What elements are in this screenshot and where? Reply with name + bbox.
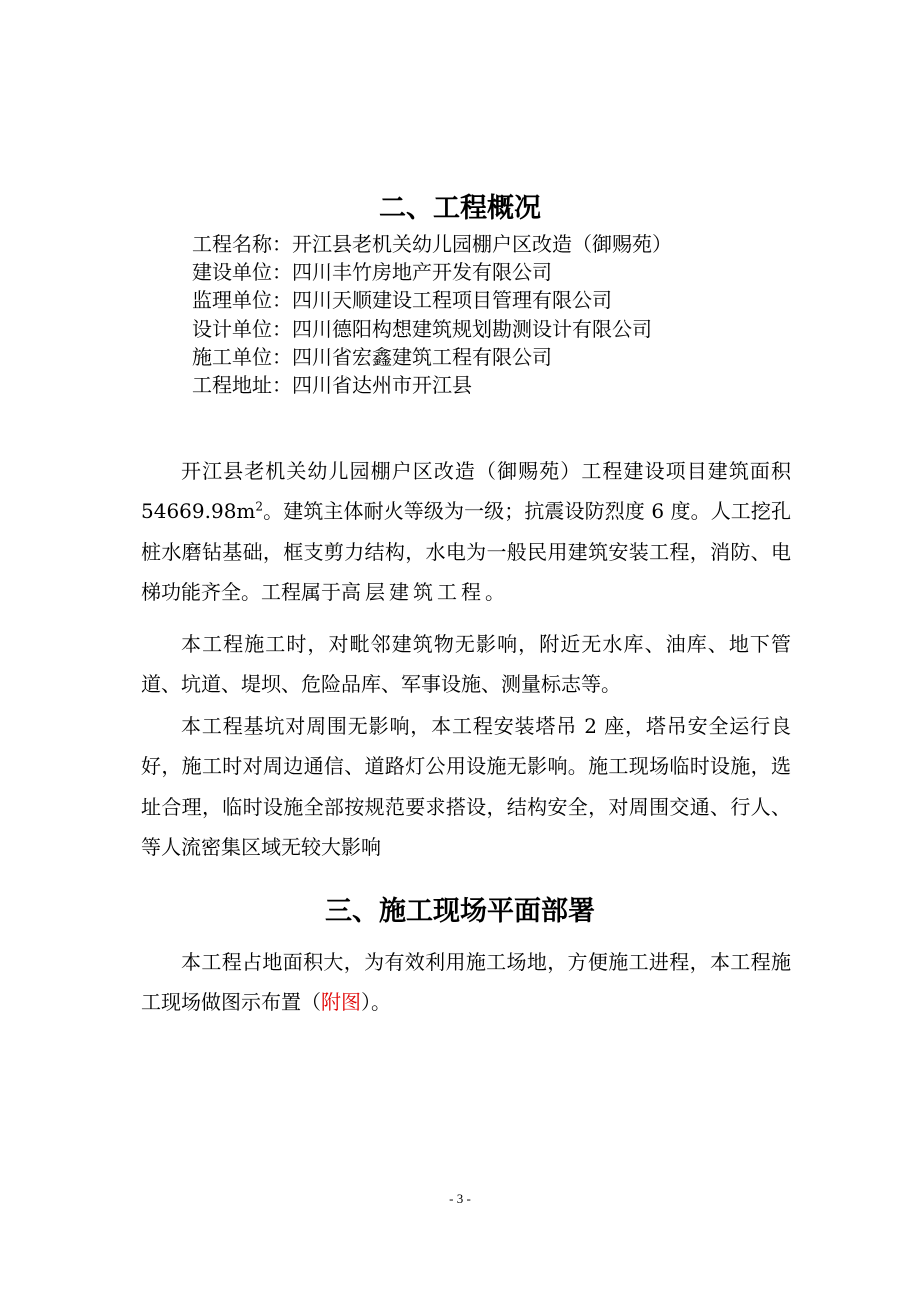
section-heading-site-layout: 三、施工现场平面部署 xyxy=(325,896,595,927)
info-row-address xyxy=(192,371,672,399)
superscript: 2 xyxy=(255,499,264,514)
info-value: 四川天顺建设工程项目管理有限公司 xyxy=(292,288,612,313)
info-row-contractor xyxy=(192,343,672,371)
info-row-supervisor xyxy=(192,286,672,314)
paragraph-text: ）。 xyxy=(361,990,391,1015)
paragraph-site-safety: 本工程基坑对周围无影响，本工程安装塔吊 2 座，塔吊安全运行良好，施工时对周边通信、道路灯公用设施无影响。施工现场临时设施，选址合理，临时设施全部按规范要求搭设，结构安全，对周围交通、行人、等人流密集区域无较大影响 xyxy=(141,714,791,860)
info-label: 建设单位： xyxy=(192,260,292,285)
info-row-designer xyxy=(192,315,672,343)
info-label: 监理单位： xyxy=(192,288,292,313)
paragraph-text: 。 xyxy=(485,580,505,605)
info-label: 工程名称： xyxy=(192,232,292,256)
paragraph-project-description xyxy=(141,451,791,613)
paragraph-text: 本工程占地面积大，为有效利用施工场地，方便施工进程，本工程施工现场做图示布置（ xyxy=(141,950,791,1015)
info-value: 四川丰竹房地产开发有限公司 xyxy=(292,260,552,285)
section-heading-overview: 二、工程概况 xyxy=(379,193,541,224)
attachment-reference: 附图 xyxy=(321,990,361,1015)
info-value: 四川省宏鑫建筑工程有限公司 xyxy=(292,344,552,369)
info-value: 四川德阳构想建筑规划勘测设计有限公司 xyxy=(292,316,652,341)
info-value: 开江县老机关幼儿园棚户区改造（御赐苑） xyxy=(292,232,672,256)
info-label: 工程地址： xyxy=(192,373,292,398)
info-label: 施工单位： xyxy=(192,344,292,369)
project-info-list xyxy=(192,230,672,399)
info-value: 四川省达州市开江县 xyxy=(292,373,472,398)
paragraph-text: 开江县老机关幼儿园棚户区改造（御赐苑）工程建设项目建筑面积 54669.98m xyxy=(141,459,791,524)
info-row-project-name xyxy=(192,230,672,258)
page-number: - 3 - xyxy=(449,1191,471,1206)
info-label: 设计单位： xyxy=(192,316,292,341)
paragraph-surroundings: 本工程施工时，对毗邻建筑物无影响，附近无水库、油库、地下管道、坑道、堤坝、危险品库、军事设施、测量标志等。 xyxy=(141,632,791,697)
info-row-developer xyxy=(192,258,672,286)
paragraph-site-layout xyxy=(141,942,791,1023)
building-type-text: 高层建筑工程 xyxy=(341,580,485,605)
paragraph-text: 。建筑主体耐火等级为一级；抗震设防烈度 6 度。人工挖孔桩水磨钻基础，框支剪力结构，水电为一般民用建筑安装工程，消防、电梯功能齐全。工程属于 xyxy=(141,499,791,605)
